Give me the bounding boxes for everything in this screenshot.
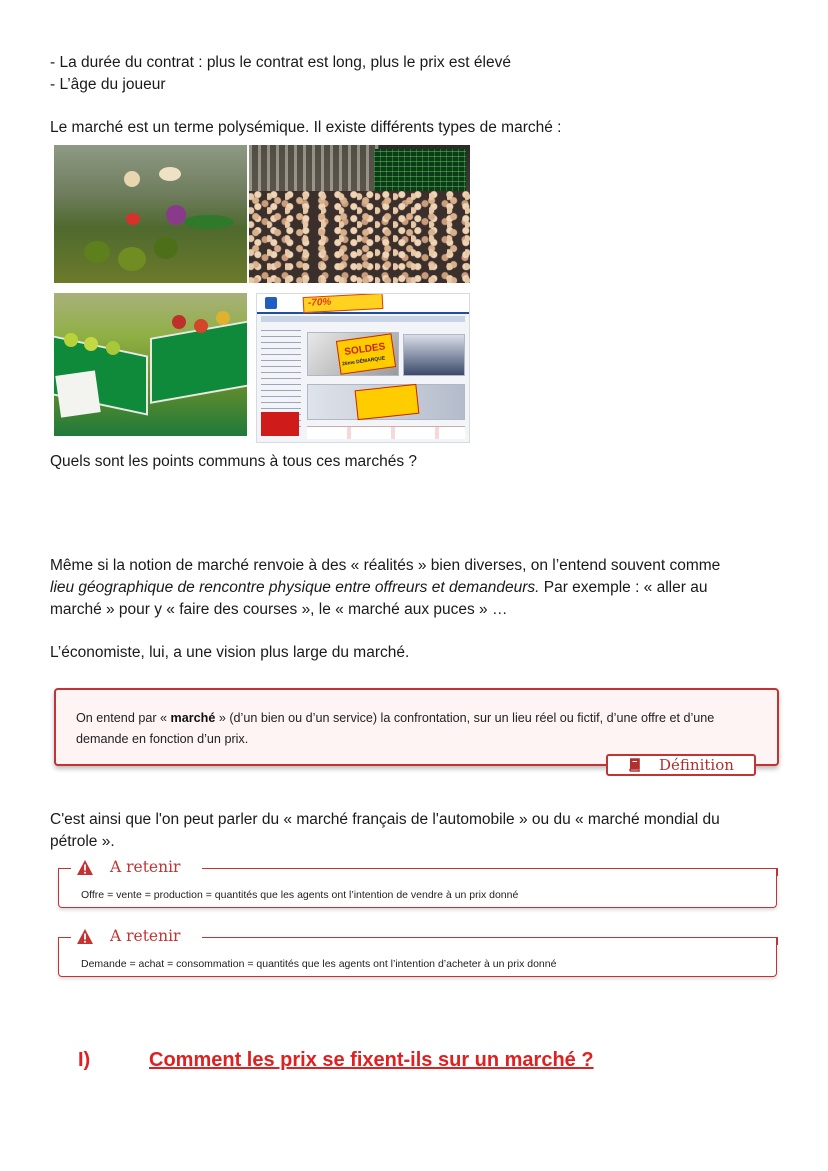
retenir-box: [58, 857, 778, 921]
intro-list-item: - L’âge du joueur: [50, 76, 166, 93]
retenir-box: [58, 926, 778, 990]
definition-tag: [606, 754, 756, 776]
sale-text: SOLDES: [343, 341, 387, 358]
paragraph-1-line: Même si la notion de marché renvoie à des « réalités » bien diverses, on l’entend souvent comme: [50, 557, 721, 574]
definition-text: On entend par « marché » (d’un bien ou d’un service) la confrontation, sur un lieu réel ou fictif, d’une offre et d’une demande en fonction d’un prix.: [76, 711, 715, 746]
sale-sub-text: 2ème DÉMARQUE: [341, 355, 386, 368]
stock-exchange-photo: [249, 145, 470, 283]
paragraph-1-line: marché » pour y « faire des courses », le « marché aux puces » …: [50, 601, 508, 618]
paragraph-3-line: C'est ainsi que l'on peut parler du « marché français de l'automobile » ou du « marché mondial du: [50, 811, 720, 828]
paragraph-1-rest: Par exemple : « aller au: [539, 579, 708, 596]
question: Quels sont les points communs à tous ces marchés ?: [50, 453, 417, 470]
definition-term: marché: [170, 711, 216, 725]
retenir-text: Offre = vente = production = quantités que les agents ont l’intention de vendre à un prix donné: [81, 889, 519, 901]
online-shop-photo: [256, 293, 470, 443]
retenir-label: A retenir: [110, 858, 181, 876]
promo-text: -70%: [307, 296, 332, 309]
retenir-label: A retenir: [110, 927, 181, 945]
section-number: I): [78, 1049, 91, 1071]
book-icon: [628, 758, 641, 772]
warning-icon: [76, 928, 94, 945]
intro-list-item: - La durée du contrat : plus le contrat est long, plus le prix est élevé: [50, 54, 511, 71]
paragraph-3-line: pétrole ».: [50, 833, 115, 850]
warning-icon: [76, 859, 94, 876]
supermarket-produce-photo: [54, 293, 247, 436]
italic-definition: lieu géographique de rencontre physique entre offreurs et demandeurs.: [50, 579, 540, 596]
definition-tag-label: Définition: [659, 756, 734, 774]
paragraph-2: L’économiste, lui, a une vision plus large du marché.: [50, 644, 410, 661]
market-types-intro: Le marché est un terme polysémique. Il existe différents types de marché :: [50, 119, 562, 136]
retenir-text: Demande = achat = consommation = quantités que les agents ont l’intention d’acheter à un prix donné: [81, 958, 557, 970]
market-images-grid: [54, 145, 470, 443]
paragraph-1-line: [50, 577, 707, 599]
section-title: Comment les prix se fixent-ils sur un marché ?: [149, 1049, 594, 1071]
street-market-photo: [54, 145, 247, 283]
section-heading: [78, 1049, 594, 1072]
